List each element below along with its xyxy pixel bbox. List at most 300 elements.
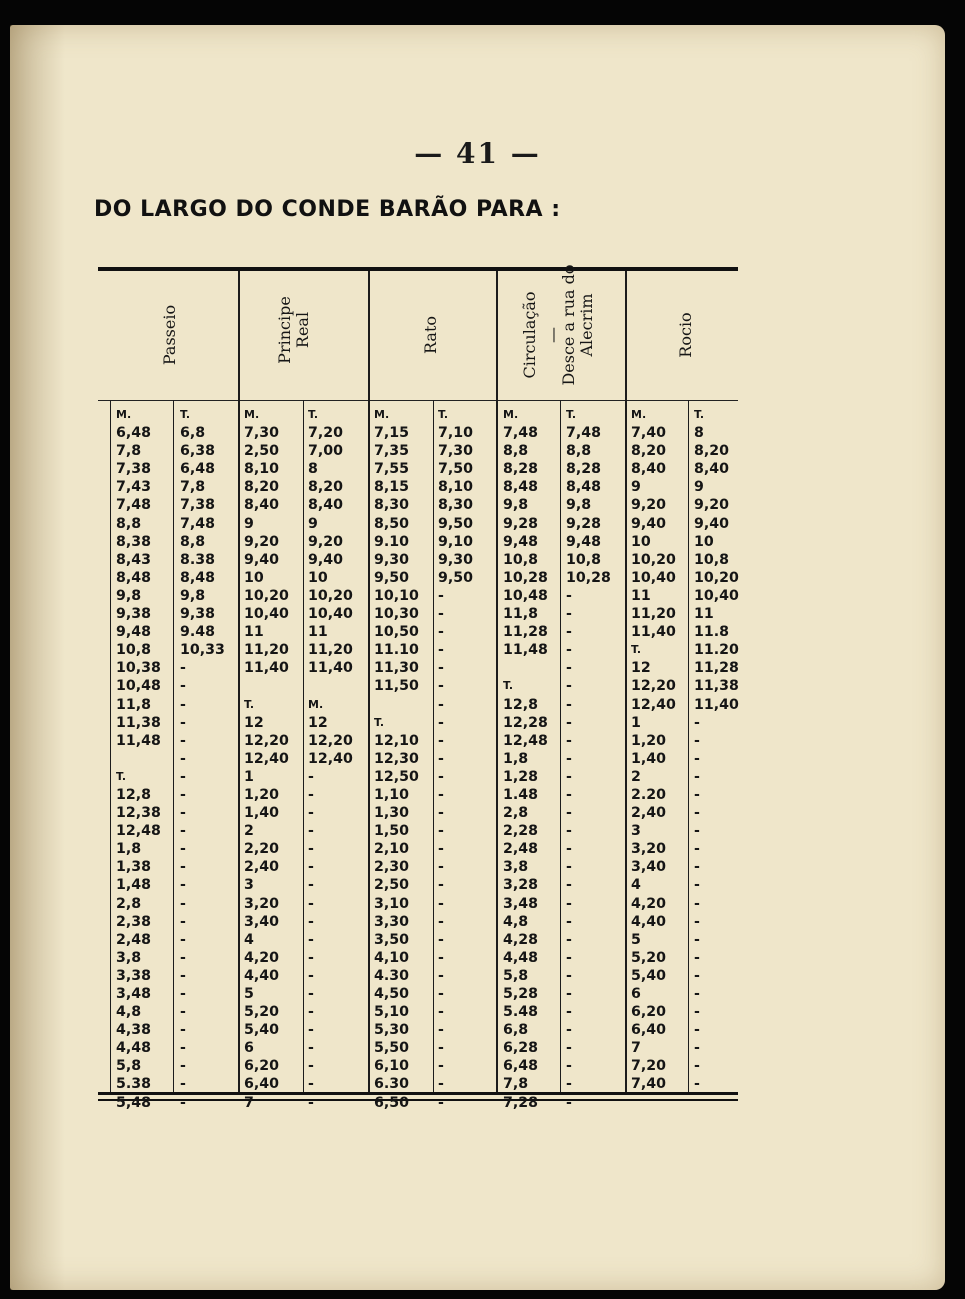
time-cell: 8,38 [116,533,152,550]
time-cell: - [438,986,444,1002]
time-cell: 12,20 [308,732,353,749]
time-cell: - [180,913,186,930]
time-cell: - [438,606,444,623]
time-cell: 10,28 [566,569,611,586]
time-cell: - [308,823,314,840]
time-cell: 9,10 [438,533,474,550]
time-cell: - [566,1058,572,1075]
time-cell: T. [503,679,514,693]
time-cell: - [694,1076,700,1093]
time-cell: T. [566,408,577,421]
time-cell: M. [503,408,519,421]
time-cell: 8,48 [180,569,216,586]
time-cell: 2,8 [116,895,142,912]
time-cell: - [566,1022,572,1039]
header-circulacao: Circulação [520,291,539,379]
time-cell: - [438,642,444,659]
time-cell: 8,28 [503,461,539,478]
time-cell: - [566,660,572,677]
time-cell: 11.8 [694,624,730,641]
divider-left [110,400,111,1092]
time-cell: - [438,1058,444,1075]
time-cell: - [308,805,314,822]
header-desce-line1: Desce a rua do [559,264,578,386]
time-cell: 1,20 [631,732,667,749]
time-cell: 5,10 [374,1004,410,1021]
time-cell: - [308,967,314,984]
header-dash: — [543,327,562,343]
time-cell: 7 [244,1094,254,1111]
time-cell: 9 [694,479,704,496]
time-cell: 11,30 [374,660,419,677]
divider-sub-2 [303,400,304,1092]
time-cell: 4,48 [503,949,539,966]
top-rule [98,267,738,271]
time-cell: - [694,768,700,785]
time-cell: - [180,714,186,731]
time-cell: - [180,696,186,713]
time-cell: 10,38 [116,660,161,677]
time-cell: 12 [244,714,264,731]
time-cell: - [180,805,186,822]
time-cell: 3,20 [244,895,280,912]
time-cell: - [694,732,700,749]
time-cell: 9,48 [503,533,539,550]
divider-sub-1 [173,400,174,1092]
time-cell: 10,20 [694,569,739,586]
time-cell: 9,28 [503,515,539,532]
time-cell: T. [694,408,705,421]
time-cell: 10,48 [116,678,161,695]
time-cell [244,677,289,695]
time-cell [116,750,161,768]
time-cell: - [566,877,572,894]
column-rato-t [438,406,473,1112]
time-cell: 10,8 [116,642,152,659]
timetable [98,240,739,1111]
time-cell: 8,20 [631,443,667,460]
time-cell: 5.38 [116,1076,152,1093]
time-cell: - [180,1004,186,1021]
time-cell: 11,38 [116,714,161,731]
time-cell: 8,30 [438,497,474,514]
time-cell: 9,8 [503,497,529,514]
header-principe-line1: Principe [275,296,294,364]
time-cell: 4 [631,877,641,894]
time-cell: 7,00 [308,443,344,460]
time-cell: 8,48 [116,569,152,586]
divider-sub-5 [688,400,689,1092]
time-cell: - [566,1094,572,1111]
time-cell: 9,40 [308,551,344,568]
column-principe-real-t [308,406,353,1112]
time-cell: - [438,1040,444,1057]
time-cell: - [694,841,700,858]
time-cell: 3 [244,877,254,894]
time-cell: 8,40 [308,497,344,514]
time-cell: M. [244,408,260,421]
time-cell: 5 [631,931,641,948]
time-cell: 11,8 [116,696,152,713]
time-cell: 5,40 [244,1022,280,1039]
time-cell: 1,38 [116,859,152,876]
book-page [10,25,945,1290]
time-cell: - [566,967,572,984]
time-cell: 9,38 [180,606,216,623]
time-cell: 8,43 [116,551,152,568]
time-cell: - [180,949,186,966]
time-cell: 1,30 [374,805,410,822]
time-cell: 9,40 [244,551,280,568]
time-cell: 4.30 [374,967,410,984]
time-cell: 6,48 [503,1058,539,1075]
time-cell: 4,8 [116,1004,142,1021]
time-cell: 11,38 [694,678,739,695]
time-cell: 9.48 [180,624,216,641]
time-cell: 9,8 [566,497,592,514]
time-cell: 10 [631,533,651,550]
time-cell: 9,38 [116,606,152,623]
time-cell: 10,40 [694,587,739,604]
time-cell: 8,8 [116,515,142,532]
time-cell: 10,8 [694,551,730,568]
time-cell: 6,48 [116,425,152,442]
time-cell: - [308,1040,314,1057]
time-cell: 8,20 [308,479,344,496]
time-cell: - [694,859,700,876]
time-cell: 11,40 [308,660,353,677]
time-cell: 12,40 [308,750,353,767]
time-cell: 1,8 [503,750,529,767]
time-cell: 7,30 [244,425,280,442]
time-cell: 10,20 [308,587,353,604]
time-cell: T. [116,769,127,783]
time-cell: 10,40 [631,569,676,586]
header-desce-line2: Alecrim [577,293,596,357]
time-cell: - [308,841,314,858]
time-cell: - [694,949,700,966]
time-cell: - [180,931,186,948]
time-cell: 11 [244,624,264,641]
time-cell: 7,15 [374,425,410,442]
time-cell: 8,40 [694,461,730,478]
time-cell: - [308,986,314,1002]
time-cell: 12,10 [374,732,419,749]
time-cell: - [694,967,700,984]
time-cell: 11,28 [694,660,739,677]
time-cell: 3,40 [631,859,667,876]
time-cell: 11,48 [503,642,548,659]
divider-sub-4 [560,400,561,1092]
time-cell: 12,48 [116,823,161,840]
time-cell: 7,35 [374,443,410,460]
time-cell: - [566,949,572,966]
time-cell: - [438,696,444,713]
time-cell: 10,40 [308,606,353,623]
time-cell: - [694,750,700,767]
time-cell: - [566,986,572,1002]
time-cell: - [438,859,444,876]
time-cell: - [694,823,700,840]
time-cell: 6,48 [180,461,216,478]
time-cell: 2,28 [503,823,539,840]
time-cell: - [566,1004,572,1021]
time-cell: 3,50 [374,931,410,948]
time-cell: - [566,642,572,659]
time-cell: 12,38 [116,805,161,822]
time-cell: 3,40 [244,913,280,930]
time-cell: 9,40 [694,515,730,532]
time-cell: - [308,1004,314,1021]
time-cell: 8.38 [180,551,216,568]
time-cell: - [438,823,444,840]
time-cell: 8,10 [244,461,280,478]
time-cell: 10,40 [244,606,289,623]
divider-2 [368,271,370,1092]
time-cell: 6,40 [631,1022,667,1039]
time-cell: - [438,624,444,641]
time-cell: 9,48 [566,533,602,550]
time-cell: 6,8 [503,1022,529,1039]
table-heading: DO LARGO DO CONDE BARÃO PARA : [94,197,561,222]
time-cell: 9,28 [566,515,602,532]
time-cell: 10,33 [180,642,225,659]
time-cell: - [694,1058,700,1075]
time-cell: - [438,931,444,948]
time-cell: 1,40 [244,805,280,822]
header-principe-real [276,296,312,364]
time-cell: - [438,714,444,731]
time-cell: - [308,895,314,912]
time-cell: 8,28 [566,461,602,478]
time-cell: 4,20 [631,895,667,912]
time-cell: 8,8 [180,533,206,550]
time-cell: 2,40 [631,805,667,822]
time-cell: 11 [308,624,328,641]
time-cell: M. [374,408,390,421]
time-cell: 5,20 [631,949,667,966]
time-cell: 2,48 [503,841,539,858]
time-cell: - [180,841,186,858]
column-passeio-t [180,406,225,1112]
time-cell: 9,40 [631,515,667,532]
time-cell: - [180,895,186,912]
time-cell: 3,8 [116,949,142,966]
time-cell: 6,20 [631,1004,667,1021]
time-cell: - [180,1058,186,1075]
time-cell: 7,38 [116,461,152,478]
time-cell: 10,30 [374,606,419,623]
time-cell: 12,30 [374,750,419,767]
time-cell: - [438,1022,444,1039]
time-cell: 4,50 [374,986,410,1002]
time-cell: - [180,1022,186,1039]
time-cell: 6,20 [244,1058,280,1075]
time-cell: - [308,913,314,930]
time-cell: 2 [631,768,641,785]
time-cell: 12,40 [244,750,289,767]
time-cell: T. [244,697,255,711]
time-cell: - [438,877,444,894]
time-cell [503,659,548,677]
time-cell: 4,40 [631,913,667,930]
time-cell: - [438,967,444,984]
time-cell: - [180,786,186,803]
time-cell: - [566,805,572,822]
time-cell: - [180,768,186,785]
time-cell: 7,38 [180,497,216,514]
time-cell: 12,8 [503,696,539,713]
time-cell: 6,38 [180,443,216,460]
time-cell: 6 [631,986,641,1002]
time-cell: 9,48 [116,624,152,641]
time-cell: - [180,660,186,677]
time-cell: - [180,1094,186,1111]
column-rocio-t [694,406,739,1094]
time-cell: T. [631,643,642,657]
time-cell: 10 [308,569,328,586]
time-cell: 6,40 [244,1076,280,1093]
time-cell: 5,20 [244,1004,280,1021]
time-cell: - [308,1058,314,1075]
time-cell: 4,8 [503,913,529,930]
time-cell: 12 [631,660,651,677]
column-alecrim-t [566,406,611,1112]
time-cell: - [438,949,444,966]
page-number: — 41 — [414,137,541,170]
time-cell: 2,50 [374,877,410,894]
time-cell: 7,50 [438,461,474,478]
time-cell: 6,28 [503,1040,539,1057]
time-cell: 6.30 [374,1076,410,1093]
time-cell: 11,20 [308,642,353,659]
time-cell: 11,40 [244,660,289,677]
time-cell: T. [308,408,319,421]
time-cell: 11,48 [116,732,161,749]
time-cell: 1 [244,768,254,785]
time-cell: 5,48 [116,1094,152,1111]
header-principe-line2: Real [293,311,312,349]
time-cell: 7,8 [180,479,206,496]
time-cell: 4,38 [116,1022,152,1039]
time-cell: - [180,967,186,984]
time-cell: - [308,1094,314,1111]
time-cell: 12,40 [631,696,676,713]
time-cell: - [694,714,700,731]
time-cell: 1.48 [503,786,539,803]
time-cell: 3,30 [374,913,410,930]
time-cell: M. [308,697,324,711]
time-cell: 1,10 [374,786,410,803]
time-cell: 2,50 [244,443,280,460]
time-cell: 2,8 [503,805,529,822]
time-cell: 3,8 [503,859,529,876]
time-cell: 3,38 [116,967,152,984]
time-cell: 7,43 [116,479,152,496]
column-rocio-m [631,406,676,1094]
time-cell: 5,8 [503,967,529,984]
time-cell: 9,20 [308,533,344,550]
time-cell: - [438,786,444,803]
time-cell: - [566,823,572,840]
time-cell: 11 [631,587,651,604]
time-cell: 8,30 [374,497,410,514]
time-cell: - [566,732,572,749]
time-cell: 7,55 [374,461,410,478]
time-cell: 2 [244,823,254,840]
time-cell: - [180,986,186,1002]
time-cell: - [438,1076,444,1093]
time-cell: - [180,732,186,749]
time-cell: 1,20 [244,786,280,803]
time-cell: 7,30 [438,443,474,460]
time-cell: 10,28 [503,569,548,586]
time-cell: - [566,750,572,767]
time-cell: - [180,1040,186,1057]
time-cell: - [566,696,572,713]
time-cell: 12,28 [503,714,548,731]
time-cell: - [566,931,572,948]
divider-4 [625,271,627,1092]
time-cell: - [566,786,572,803]
time-cell: - [566,678,572,695]
time-cell: 7,40 [631,425,667,442]
time-cell: 9,50 [374,569,410,586]
divider-sub-3 [433,400,434,1092]
time-cell: - [566,859,572,876]
time-cell: - [180,859,186,876]
time-cell: 2,40 [244,859,280,876]
time-cell: - [566,624,572,641]
time-cell: 8,8 [566,443,592,460]
time-cell: - [308,877,314,894]
time-cell: 4,20 [244,949,280,966]
time-cell: 4,28 [503,931,539,948]
time-cell: 2,30 [374,859,410,876]
time-cell: - [694,913,700,930]
time-cell: 4,10 [374,949,410,966]
time-cell: - [308,786,314,803]
time-cell: 10,8 [503,551,539,568]
time-cell: - [308,949,314,966]
time-cell: - [308,768,314,785]
time-cell: - [566,1076,572,1093]
column-principe-real-m [244,406,289,1112]
time-cell: 8,40 [244,497,280,514]
time-cell: M. [631,408,647,421]
time-cell: - [180,750,186,767]
time-cell: 3,48 [503,895,539,912]
time-cell: 11,40 [694,696,739,713]
time-cell: 8,15 [374,479,410,496]
time-cell: 11,20 [244,642,289,659]
time-cell: 1,48 [116,877,152,894]
time-cell: 11,40 [631,624,676,641]
time-cell: 5,50 [374,1040,410,1057]
time-cell: 1 [631,714,641,731]
time-cell: - [694,895,700,912]
time-cell: - [438,768,444,785]
time-cell: 5,8 [116,1058,142,1075]
divider-1 [238,271,240,1092]
time-cell: - [566,841,572,858]
time-cell: 7,48 [116,497,152,514]
time-cell: 10,20 [631,551,676,568]
column-rato-m [374,406,419,1112]
time-cell: 12,8 [116,786,152,803]
time-cell: 3,10 [374,895,410,912]
time-cell [374,696,419,714]
